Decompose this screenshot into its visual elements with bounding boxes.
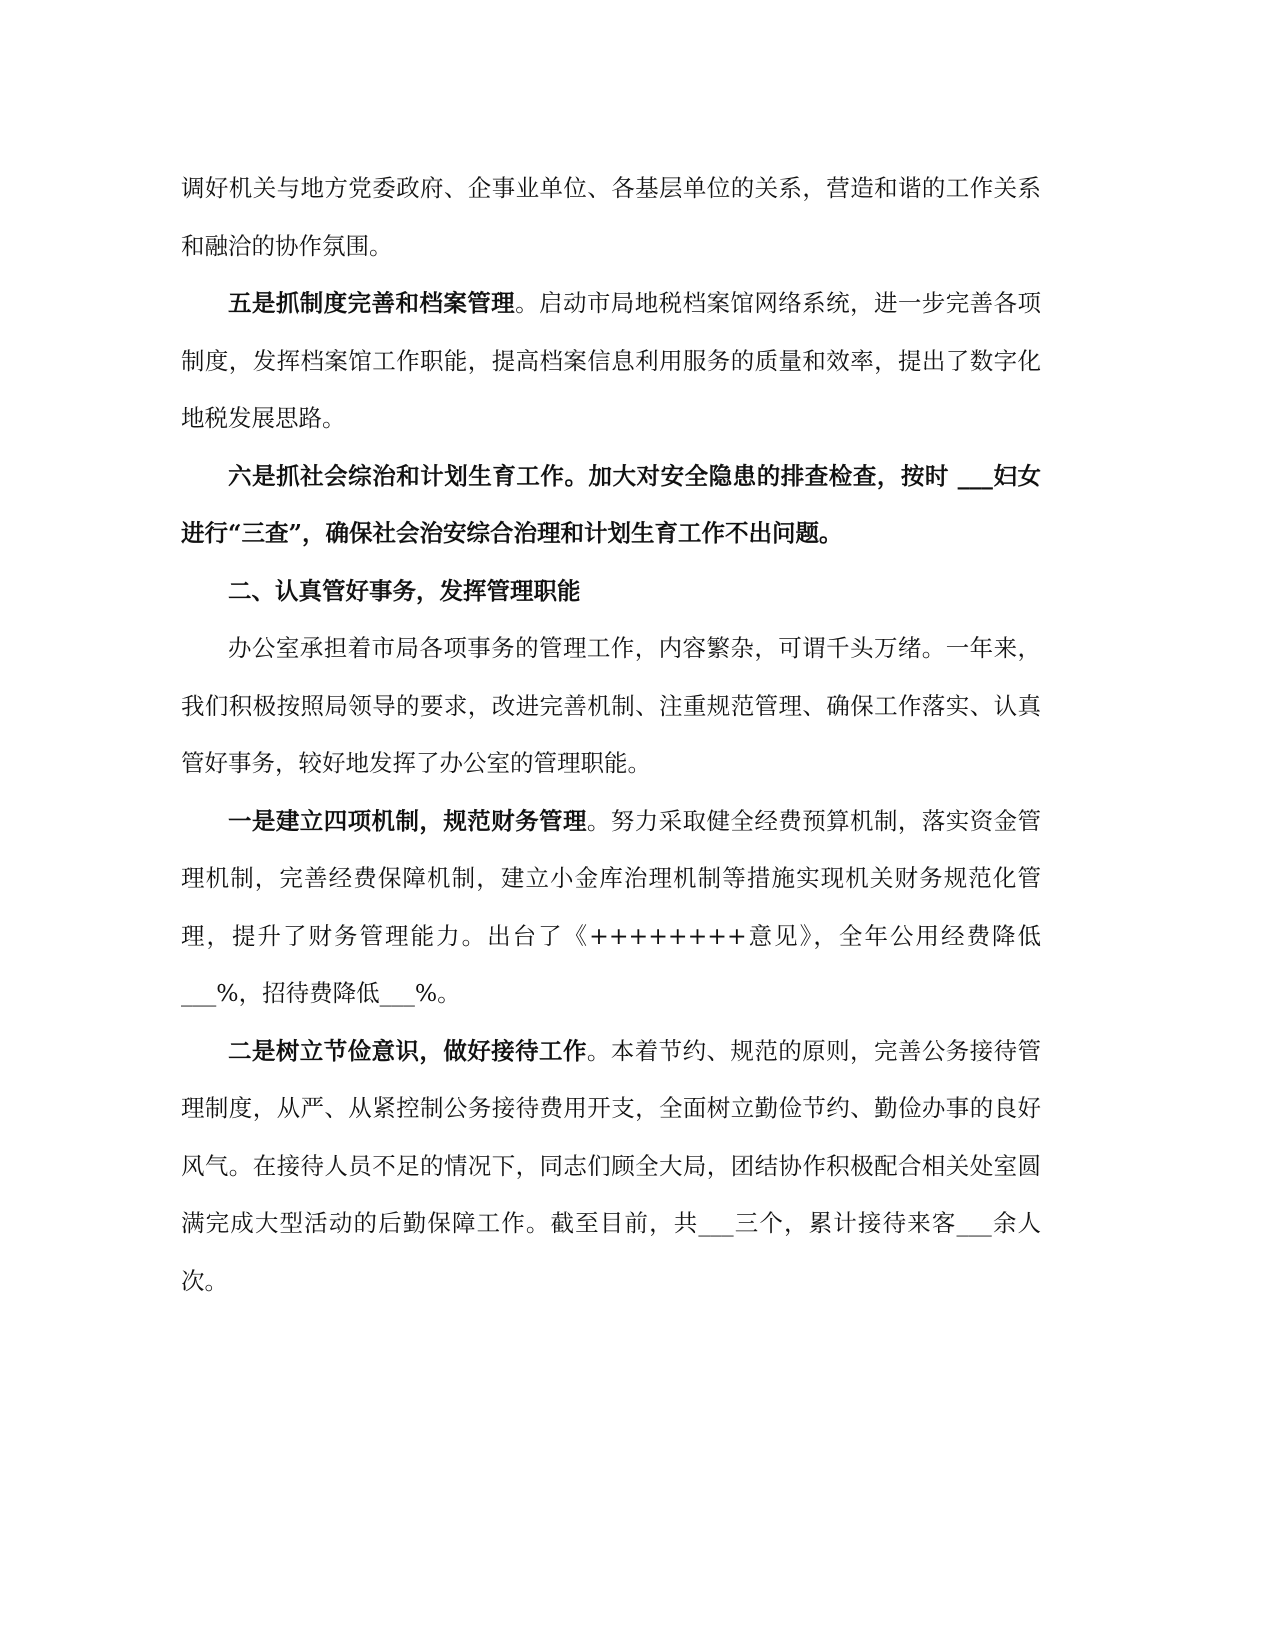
paragraph-text: 。努力采取健全经费预算机制，落实资金管理机制，完善经费保障机制，建立小金库治理机制等措施实现机关财务规范化管理，提升了财务管理能力。出台了《++++++++意见》，全年公用经费降低___%，招待费降低___%。 [181,806,1042,1007]
paragraph-office-duties [181,620,1041,793]
paragraph-text: 。启动市局地税档案馆网络系统，进一步完善各项制度，发挥档案馆工作职能，提高档案信息利用服务的质量和效率，提出了数字化地税发展思路。 [181,289,1042,432]
section-heading-text: 二、认真管好事务，发挥管理职能 [228,576,581,605]
section-heading-affairs [181,563,1041,621]
paragraph-reception-work [181,1023,1041,1311]
paragraph-financial-management [181,793,1041,1023]
paragraph-continuation [181,160,1041,275]
paragraph-text: 。本着节约、规范的原则，完善公务接待管理制度，从严、从紧控制公务接待费用开支，全面树立勤俭节约、勤俭办事的良好风气。在接待人员不足的情况下，同志们顾全大局，团结协作积极配合相关处室圆满完成大型活动的后勤保障工作。截至目前，共___三个，累计接待来客___余人次。 [181,1036,1042,1295]
document-body [181,160,1041,1310]
paragraph-archive-management [181,275,1041,448]
paragraph-text: 调好机关与地方党委政府、企事业单位、各基层单位的关系，营造和谐的工作关系和融洽的协作氛围。 [181,174,1041,260]
paragraph-heading: 一是建立四项机制，规范财务管理 [228,806,587,835]
paragraph-social-governance [181,448,1041,563]
paragraph-text: 办公室承担着市局各项事务的管理工作，内容繁杂，可谓千头万绪。一年来，我们积极按照局领导的要求，改进完善机制、注重规范管理、确保工作落实、认真管好事务，较好地发挥了办公室的管理职能。 [181,634,1041,777]
paragraph-heading: 二是树立节俭意识，做好接待工作 [228,1036,587,1065]
paragraph-heading: 六是抓社会综治和计划生育工作。加大对安全隐患的排查检查，按时 ___妇女进行“三查”，确保社会治安综合治理和计划生育工作不出问题。 [181,461,1041,547]
paragraph-heading: 五是抓制度完善和档案管理 [228,289,516,317]
